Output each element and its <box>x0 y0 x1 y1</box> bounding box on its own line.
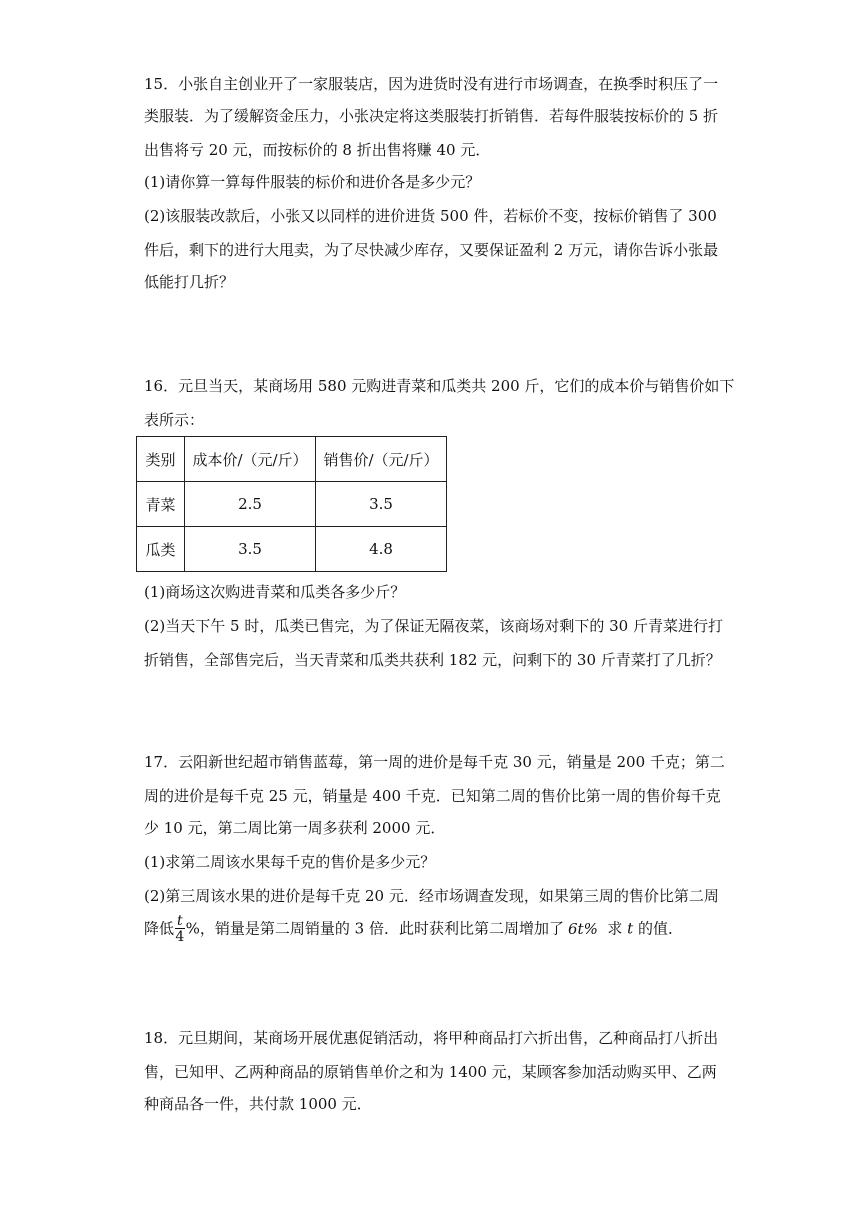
table-cell: 3.5 <box>185 527 316 572</box>
q17-variable: t <box>627 919 634 938</box>
q18-line-1: 18．元旦期间，某商场开展优惠促销活动，将甲种商品打六折出售，乙种商品打八折出 <box>144 1029 719 1047</box>
table-row <box>137 482 447 527</box>
q18-line-3: 种商品各一件，共付款 1000 元． <box>144 1095 372 1113</box>
q17-line-4: (1)求第二周该水果每千克的售价是多少元？ <box>144 853 436 871</box>
table-header-row <box>137 437 447 482</box>
q16-line-1: 16．元旦当天，某商场用 580 元购进青菜和瓜类共 200 斤，它们的成本价与销售价如下 <box>144 377 735 395</box>
q15-line-2: 类服装．为了缓解资金压力，小张决定将这类服装打折销售．若每件服装按标价的 5 折 <box>144 107 719 125</box>
q15-line-6: 件后，剩下的进行大甩卖，为了尽快减少库存，又要保证盈利 2 万元，请你告诉小张最 <box>144 241 719 259</box>
q15-line-3: 出售将亏 20 元，而按标价的 8 折出售将赚 40 元． <box>144 141 491 159</box>
table-cell: 2.5 <box>185 482 316 527</box>
table-header-cell: 成本价/（元/斤） <box>185 437 316 482</box>
q16-line-5: 折销售，全部售完后，当天青菜和瓜类共获利 182 元，问剩下的 30 斤青菜打了几折？ <box>144 651 721 669</box>
table-cell: 瓜类 <box>137 527 185 572</box>
q15-line-4: (1)请你算一算每件服装的标价和进价各是多少元？ <box>144 173 481 191</box>
table-header-cell: 销售价/（元/斤） <box>316 437 447 482</box>
table-cell: 青菜 <box>137 482 185 527</box>
q17-line-5: (2)第三周该水果的进价是每千克 20 元．经市场调查发现，如果第三周的售价比第二周 <box>144 887 719 905</box>
fraction-denominator: 4 <box>175 929 185 945</box>
q17-line-2: 周的进价是每千克 25 元，销量是 400 千克．已知第二周的售价比第一周的售价每千克 <box>144 787 721 805</box>
q17-last-prefix: 降低 <box>144 919 175 938</box>
q17-line-1: 17．云阳新世纪超市销售蓝莓，第一周的进价是每千克 30 元，销量是 200 千克；第二 <box>144 753 725 771</box>
table-cell: 4.8 <box>316 527 447 572</box>
table-row <box>137 527 447 572</box>
price-table <box>136 436 447 572</box>
q16-line-4: (2)当天下午 5 时，瓜类已售完，为了保证无隔夜菜，该商场对剩下的 30 斤青菜进行打 <box>144 617 723 635</box>
q16-line-3: (1)商场这次购进青菜和瓜类各多少斤？ <box>144 583 406 601</box>
q17-last-suffix-2: 的值． <box>633 919 683 938</box>
q15-line-7: 低能打几折？ <box>144 273 235 291</box>
q17-line-6 <box>144 914 683 945</box>
q17-last-middle: %，销量是第二周销量的 3 倍．此时获利比第二周增加了 <box>185 919 564 938</box>
fraction-t-over-4 <box>175 914 185 945</box>
table-cell: 3.5 <box>316 482 447 527</box>
q17-line-3: 少 10 元，第二周比第一周多获利 2000 元． <box>144 819 446 837</box>
q17-last-suffix-1: 求 <box>597 919 628 938</box>
q16-line-2: 表所示： <box>144 411 205 429</box>
fraction-numerator: t <box>177 913 183 929</box>
q17-expression: 6t% <box>568 919 598 938</box>
table-header-cell: 类别 <box>137 437 185 482</box>
q15-line-1: 15．小张自主创业开了一家服装店，因为进货时没有进行市场调查，在换季时积压了一 <box>144 75 719 93</box>
q18-line-2: 售，已知甲、乙两种商品的原销售单价之和为 1400 元，某顾客参加活动购买甲、乙两 <box>144 1063 717 1081</box>
q15-line-5: (2)该服装改款后，小张又以同样的进价进货 500 件，若标价不变，按标价销售了 300 <box>144 207 717 225</box>
